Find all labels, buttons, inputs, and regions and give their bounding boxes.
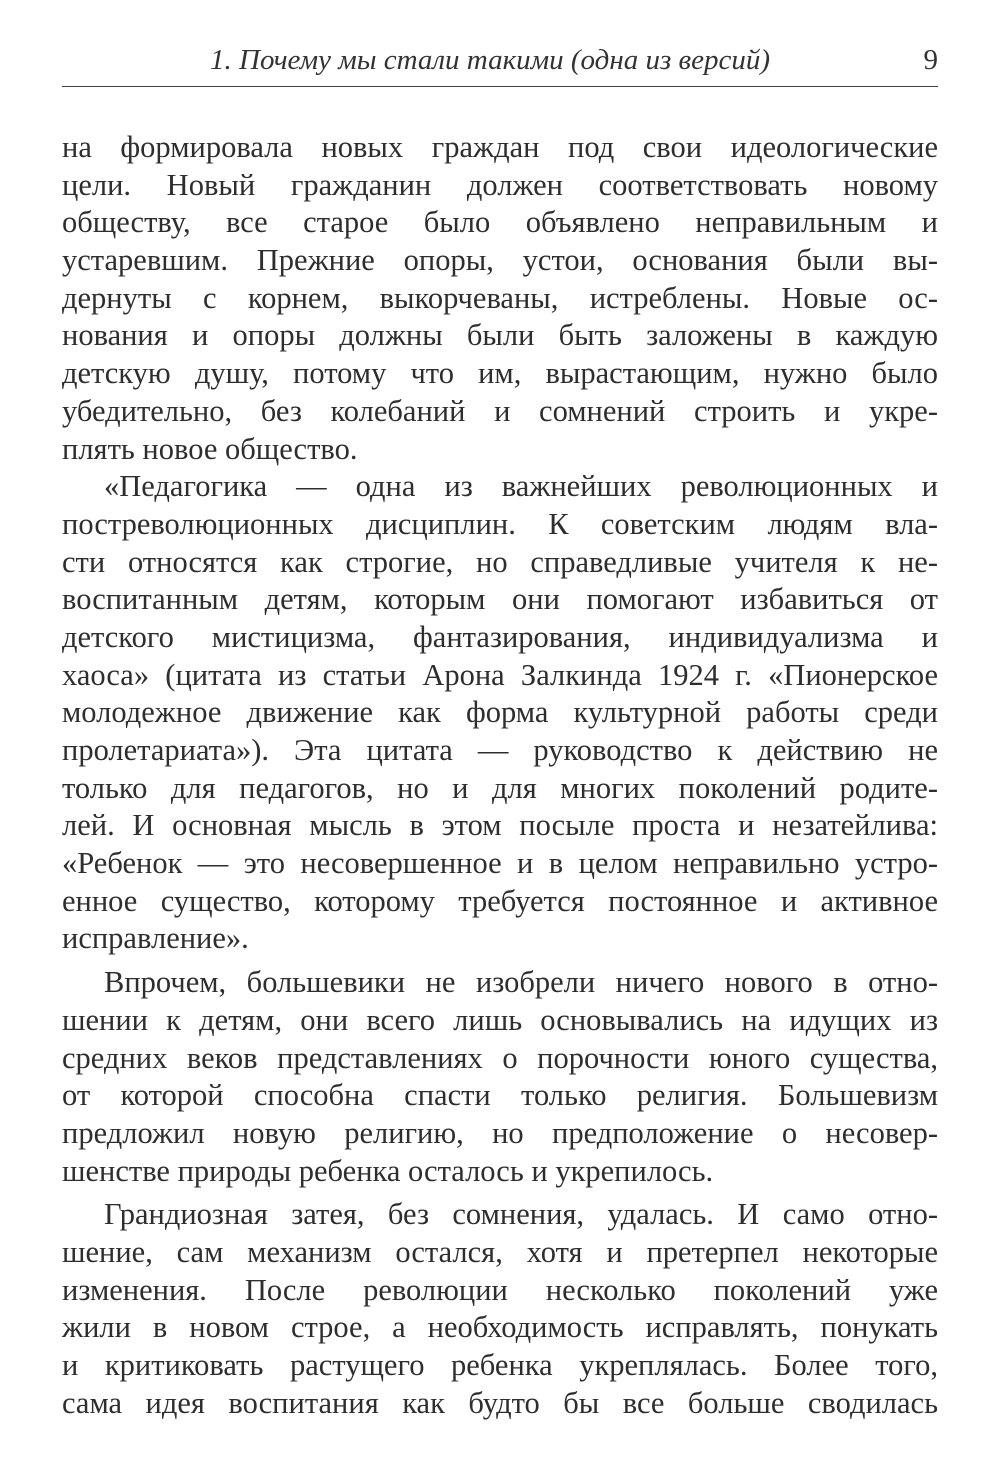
text-line: на формировала новых граждан под свои идеологические <box>62 130 938 164</box>
text-line: только для педагогов, но и для многих поколений родите- <box>62 770 938 805</box>
text-line: предложил новую религию, но предположение о несовер- <box>62 1115 938 1150</box>
text-line: дернуты с корнем, выкорчеваны, истреблены. Новые ос- <box>62 280 938 315</box>
text-line: лей. И основная мысль в этом посыле проста и незатейлива: <box>62 808 938 843</box>
text-line: Грандиозная затея, без сомнения, удалась. И само отно- <box>104 1197 938 1232</box>
text-line: енное существо, которому требуется постоянное и активное <box>62 883 938 918</box>
text-line: пролетариата»). Эта цитата — руководство к действию не <box>62 733 938 767</box>
body-text <box>62 129 938 1422</box>
text-line: шение, сам механизм остался, хотя и претерпел некоторые <box>62 1234 938 1269</box>
text-line: сти относятся как строгие, но справедливые учителя к не- <box>62 544 938 579</box>
text-line: «Педагогика — одна из важнейших революционных и <box>104 469 938 504</box>
text-line: воспитанным детям, которым они помогают избавиться от <box>62 582 938 617</box>
text-line: изменения. После революции несколько поколений уже <box>62 1272 938 1307</box>
text-line: детского мистицизма, фантазирования, индивидуализма и <box>62 619 938 654</box>
text-line: плять новое общество. <box>62 431 358 466</box>
text-line: шенстве природы ребенка осталось и укрепилось. <box>62 1153 714 1188</box>
paragraph <box>62 1196 938 1422</box>
text-line: от которой способна спасти только религия. Большевизм <box>62 1078 938 1113</box>
text-line: нования и опоры должны были быть заложены в каждую <box>62 318 938 353</box>
text-line: «Ребенок — это несовершенное и в целом неправильно устро- <box>62 846 938 881</box>
text-line: детскую душу, потому что им, вырастающим, нужно было <box>62 356 938 391</box>
text-line: жили в новом строе, а необходимость исправлять, понукать <box>62 1310 938 1345</box>
paragraph <box>62 129 938 468</box>
chapter-title: 1. Почему мы стали такими (одна из версий) <box>210 44 771 76</box>
text-line: и критиковать растущего ребенка укреплялась. Более того, <box>62 1348 938 1382</box>
running-head <box>62 40 938 87</box>
text-line: обществу, все старое было объявлено неправильным и <box>62 205 938 240</box>
text-line: сама идея воспитания как будто бы все больше сводилась <box>62 1385 938 1420</box>
text-line: хаоса» (цитата из статьи Арона Залкинда 1924 г. «Пионерское <box>62 657 938 692</box>
text-line: постреволюционных дисциплин. К советским людям вла- <box>62 506 938 541</box>
text-line: шении к детям, они всего лишь основывались на идущих из <box>62 1002 938 1037</box>
text-line: цели. Новый гражданин должен соответствовать новому <box>62 167 938 202</box>
paragraph <box>62 468 938 958</box>
text-line: исправление». <box>62 921 249 956</box>
text-line: молодежное движение как форма культурной работы среди <box>62 695 938 730</box>
text-line: устаревшим. Прежние опоры, устои, основания были вы- <box>62 243 938 278</box>
page-number: 9 <box>923 44 938 76</box>
text-line: средних веков представлениях о порочности юного существа, <box>62 1040 938 1075</box>
paragraph <box>62 964 938 1190</box>
text-line: Впрочем, большевики не изобрели ничего нового в отно- <box>104 965 938 1000</box>
text-line: убедительно, без колебаний и сомнений строить и укре- <box>62 393 938 428</box>
